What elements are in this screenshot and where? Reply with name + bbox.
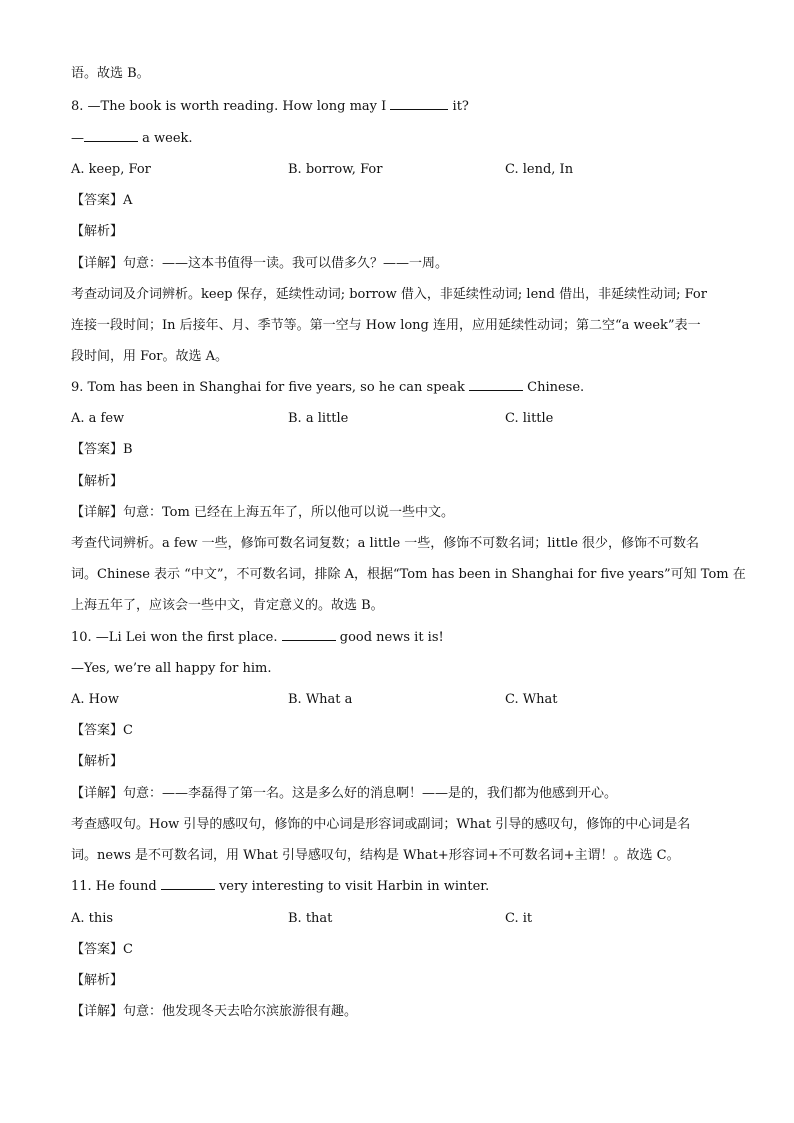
detail-label: 【详解】 xyxy=(71,786,124,801)
question-8 xyxy=(71,97,469,117)
option-b: B. borrow, For xyxy=(288,162,383,177)
detail-line xyxy=(71,1002,357,1022)
answer-label: 【答案】 xyxy=(71,442,124,457)
answer-value: C xyxy=(123,942,133,957)
question-text: Chinese. xyxy=(523,380,585,395)
answer-blank xyxy=(282,628,336,641)
answer-blank xyxy=(390,97,448,110)
answer-line xyxy=(71,440,133,460)
answer-blank xyxy=(84,129,138,142)
option-a: A. this xyxy=(71,911,114,926)
detail-text: 句意：——李磊得了第一名。这是多么好的消息啊！——是的，我们都为他感到开心。 xyxy=(123,786,618,801)
analysis-label: 【解析】 xyxy=(71,224,124,239)
option-c: C. What xyxy=(505,692,558,707)
question-8-reply xyxy=(71,129,193,149)
answer-value: A xyxy=(123,193,133,208)
option-a: A. a few xyxy=(71,411,125,426)
explanation-line: 上海五年了，应该会一些中文，肯定意义的。故选 B。 xyxy=(71,598,384,613)
answer-blank xyxy=(161,877,215,890)
explanation-line: 考查感叹句。How 引导的感叹句，修饰的中心词是形容词或副词；What 引导的感叹句，修饰的中心词是名 xyxy=(71,817,691,832)
detail-text: 句意：——这本书值得一读。我可以借多久？——一周。 xyxy=(123,256,449,271)
answer-line xyxy=(71,940,133,960)
option-c: C. it xyxy=(505,911,533,926)
option-a: A. How xyxy=(71,692,119,707)
detail-text: 句意：Tom 已经在上海五年了，所以他可以说一些中文。 xyxy=(123,505,454,520)
analysis-label: 【解析】 xyxy=(71,474,124,489)
answer-line xyxy=(71,721,133,741)
answer-value: B xyxy=(123,442,133,457)
detail-line xyxy=(71,503,454,523)
explanation-line: 段时间，用 For。故选 A。 xyxy=(71,349,229,364)
answer-value: C xyxy=(123,723,133,738)
detail-label: 【详解】 xyxy=(71,505,124,520)
detail-label: 【详解】 xyxy=(71,1004,124,1019)
explanation-line: 考查动词及介词辨析。keep 保存，延续性动词; borrow 借入，非延续性动词; lend 借出，非延续性动词; For xyxy=(71,287,707,302)
analysis-label: 【解析】 xyxy=(71,973,124,988)
question-text: — xyxy=(71,131,84,146)
option-a: A. keep, For xyxy=(71,162,151,177)
explanation-line: 词。news 是不可数名词，用 What 引导感叹句，结构是 What+形容词+不可数名词+主谓！。故选 C。 xyxy=(71,848,680,863)
question-11 xyxy=(71,877,489,897)
answer-label: 【答案】 xyxy=(71,193,124,208)
detail-text: 句意：他发现冬天去哈尔滨旅游很有趣。 xyxy=(123,1004,358,1019)
question-text: 9. Tom has been in Shanghai for five years, so he can speak xyxy=(71,380,469,395)
detail-line xyxy=(71,254,448,274)
answer-label: 【答案】 xyxy=(71,942,124,957)
question-text: it? xyxy=(448,99,469,114)
detail-line xyxy=(71,784,617,804)
question-text: very interesting to visit Harbin in winter. xyxy=(214,879,490,894)
question-text: good news it is! xyxy=(335,630,444,645)
question-10-reply: —Yes, we’re all happy for him. xyxy=(71,661,272,676)
option-b: B. a little xyxy=(288,411,349,426)
option-b: B. What a xyxy=(288,692,353,707)
text-line: 语。故选 B。 xyxy=(71,66,150,81)
question-text: 8. —The book is worth reading. How long may I xyxy=(71,99,391,114)
question-text: a week. xyxy=(138,131,193,146)
option-b: B. that xyxy=(288,911,333,926)
option-c: C. little xyxy=(505,411,554,426)
explanation-line: 考查代词辨析。a few 一些，修饰可数名词复数；a little 一些，修饰不可数名词；little 很少，修饰不可数名 xyxy=(71,536,700,551)
detail-label: 【详解】 xyxy=(71,256,124,271)
answer-label: 【答案】 xyxy=(71,723,124,738)
analysis-label: 【解析】 xyxy=(71,754,124,769)
answer-blank xyxy=(469,378,523,391)
option-c: C. lend, In xyxy=(505,162,574,177)
question-9 xyxy=(71,378,584,398)
question-text: 11. He found xyxy=(71,879,161,894)
answer-line xyxy=(71,191,132,211)
question-text: 10. —Li Lei won the first place. xyxy=(71,630,282,645)
explanation-line: 连接一段时间；In 后接年、月、季节等。第一空与 How long 连用，应用延续性动词；第二空“a week”表一 xyxy=(71,318,701,333)
explanation-line: 词。Chinese 表示 “中文”，不可数名词，排除 A，根据“Tom has been in Shanghai for five years”可知 Tom 在 xyxy=(71,567,746,582)
question-10 xyxy=(71,628,444,648)
